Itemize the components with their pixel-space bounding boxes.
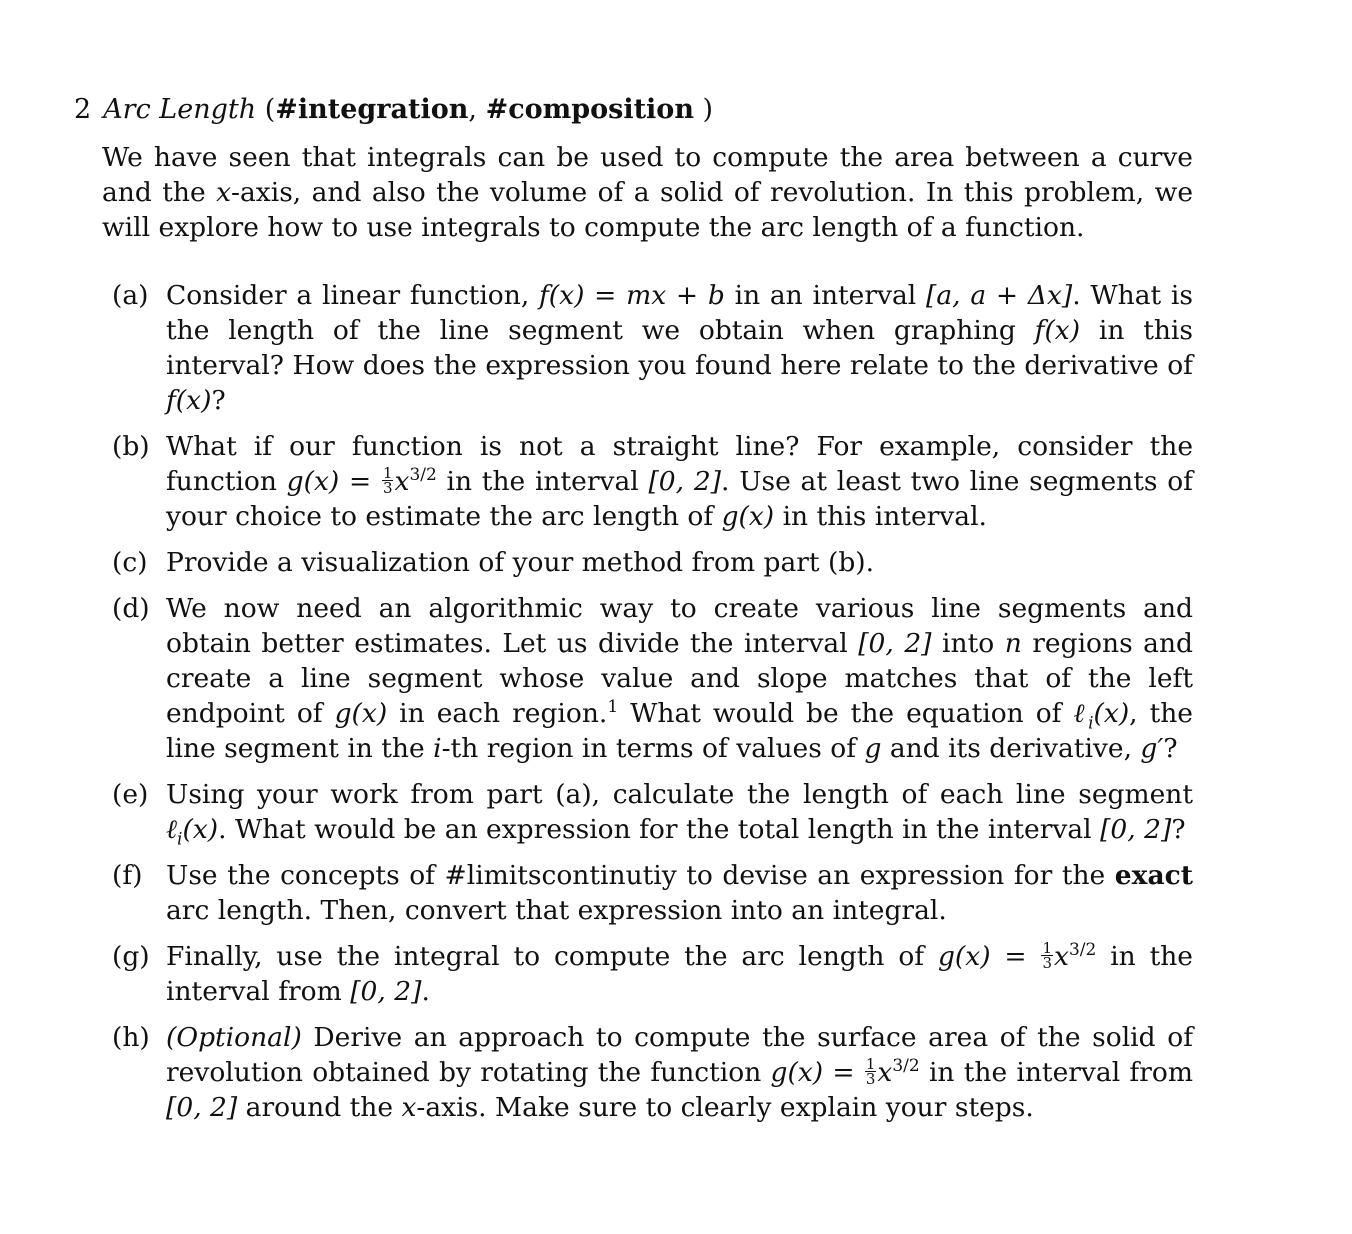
part-text: . Use at least two line segments of your choice to estimate the arc length of xyxy=(166,466,1193,532)
part-text: . What would be an expression for the total length in the interval xyxy=(218,814,1101,845)
math: g xyxy=(864,733,882,764)
part-text: arc length. Then, convert that expression into an integral. xyxy=(166,895,947,926)
math: g(x) xyxy=(334,698,388,729)
math: x xyxy=(1054,941,1069,972)
math: (x) = mx + b xyxy=(548,280,725,311)
part-text: in the interval xyxy=(436,466,649,497)
part-text: in this interval? How does the expression you found here relate to the derivative of xyxy=(166,315,1194,381)
part-text: in the interval from xyxy=(919,1057,1193,1088)
part-text: in each region. xyxy=(387,698,608,729)
intro-x-var: x xyxy=(216,177,232,208)
math: f xyxy=(538,280,549,311)
part-label: (c) xyxy=(112,547,148,578)
part-text: in the interval from xyxy=(166,941,1193,1007)
exponent: 3/2 xyxy=(1068,940,1097,961)
math: (x) xyxy=(1093,698,1130,729)
math: x xyxy=(401,1092,417,1123)
part-text: Use the concepts of #limitscontinutiy to devise an expression for the xyxy=(166,860,1115,891)
part-label: (f) xyxy=(112,860,143,891)
math: f(x) xyxy=(1034,315,1081,346)
part-text: in this interval. xyxy=(774,501,987,532)
math: ℓ xyxy=(1073,698,1089,729)
intro-text-2: -axis, and also the volume of a solid of revolution. In this problem, we will explore how to use integrals to compute the arc length of a function. xyxy=(102,177,1194,243)
heading-open-paren: ( xyxy=(264,94,276,125)
bold-word: exact xyxy=(1114,860,1193,891)
footnote-marker: 1 xyxy=(607,697,619,718)
part-text: and its derivative, xyxy=(881,733,1141,764)
math: f(x) xyxy=(166,385,212,416)
part-text: -axis. Make sure to clearly explain your steps. xyxy=(416,1092,1034,1123)
part-d xyxy=(112,591,1193,766)
part-text: Provide a visualization of your method from part (b). xyxy=(166,547,875,578)
math: g(x) = xyxy=(937,941,1041,972)
math: g(x) xyxy=(721,501,775,532)
part-a xyxy=(112,278,1193,418)
part-text: regions and create a line segment whose value and slope matches that of the left endpoint of xyxy=(166,628,1194,729)
exponent: 3/2 xyxy=(892,1056,920,1077)
math: n xyxy=(1004,628,1022,659)
problem-number: 2 xyxy=(74,94,92,125)
parts-list xyxy=(112,278,1193,1136)
math: [0, 2] xyxy=(166,1092,238,1123)
part-c xyxy=(112,545,1193,580)
problem-title: Arc Length xyxy=(103,94,257,125)
part-label: (b) xyxy=(112,431,150,462)
math: g(x) = xyxy=(770,1057,864,1088)
part-text: Consider a linear function, xyxy=(166,280,539,311)
math: x xyxy=(877,1057,893,1088)
subscript: i xyxy=(1088,713,1094,734)
fraction-denominator: 3 xyxy=(865,1069,876,1088)
math: g(x) = xyxy=(286,466,381,497)
part-text: ? xyxy=(1171,814,1186,845)
math: i xyxy=(433,733,442,764)
part-text: Finally, use the integral to compute the arc length of xyxy=(166,941,938,972)
part-text: We now need an algorithmic way to create various line segments and obtain better estimates. Let us divide the interval xyxy=(166,593,1193,659)
fraction xyxy=(1041,938,1053,972)
part-label: (d) xyxy=(112,593,150,624)
part-text: , the line segment in the xyxy=(166,698,1193,764)
subscript: i xyxy=(177,829,183,850)
part-label: (h) xyxy=(112,1022,150,1053)
part-text: ? xyxy=(211,385,226,416)
math: [0, 2] xyxy=(858,628,932,659)
part-text: around the xyxy=(237,1092,402,1123)
part-label: (e) xyxy=(112,779,149,810)
part-text: . What is the length of the line segment we obtain when graphing xyxy=(166,280,1193,346)
part-text: in an interval xyxy=(724,280,927,311)
tag-composition: #composition xyxy=(485,94,694,125)
fraction-denominator: 3 xyxy=(382,478,393,497)
part-text: What would be the equation of xyxy=(618,698,1074,729)
math: [a, a + Δx] xyxy=(926,280,1073,311)
optional-label: (Optional) xyxy=(166,1022,302,1053)
part-f xyxy=(112,858,1193,928)
tag-integration: #integration xyxy=(275,94,469,125)
fraction xyxy=(865,1054,877,1088)
part-text: ? xyxy=(1163,733,1178,764)
part-h xyxy=(112,1020,1193,1125)
problem-heading xyxy=(74,92,713,128)
fraction-numerator: 1 xyxy=(865,1054,876,1073)
part-text: into xyxy=(931,628,1005,659)
fraction-denominator: 3 xyxy=(1042,953,1053,972)
fraction-numerator: 1 xyxy=(1042,938,1053,957)
part-b xyxy=(112,429,1193,534)
intro-paragraph xyxy=(102,140,1193,245)
fraction-numerator: 1 xyxy=(382,463,393,482)
math: [0, 2] xyxy=(350,976,422,1007)
math: ℓ xyxy=(166,814,178,845)
part-label: (g) xyxy=(112,941,150,972)
part-text: Derive an approach to compute the surface area of the solid of revolution obtained by rotating the function xyxy=(166,1022,1193,1088)
exponent: 3/2 xyxy=(409,465,437,486)
math: (x) xyxy=(182,814,219,845)
heading-comma: , xyxy=(468,94,477,125)
math: [0, 2] xyxy=(1100,814,1172,845)
part-g xyxy=(112,939,1193,1009)
part-text: -th region in terms of values of xyxy=(441,733,865,764)
part-text: Using your work from part (a), calculate the length of each line segment xyxy=(166,779,1193,810)
part-text: What if our function is not a straight line? For example, consider the function xyxy=(166,431,1193,497)
heading-close-paren: ) xyxy=(702,94,714,125)
part-e xyxy=(112,777,1193,850)
intro-text-1: We have seen that integrals can be used to compute the area between a curve and the xyxy=(102,142,1193,208)
math: g′ xyxy=(1140,733,1164,764)
fraction xyxy=(382,463,394,497)
part-text: . xyxy=(421,976,430,1007)
part-label: (a) xyxy=(112,280,149,311)
math: x xyxy=(394,466,410,497)
math: [0, 2] xyxy=(648,466,722,497)
